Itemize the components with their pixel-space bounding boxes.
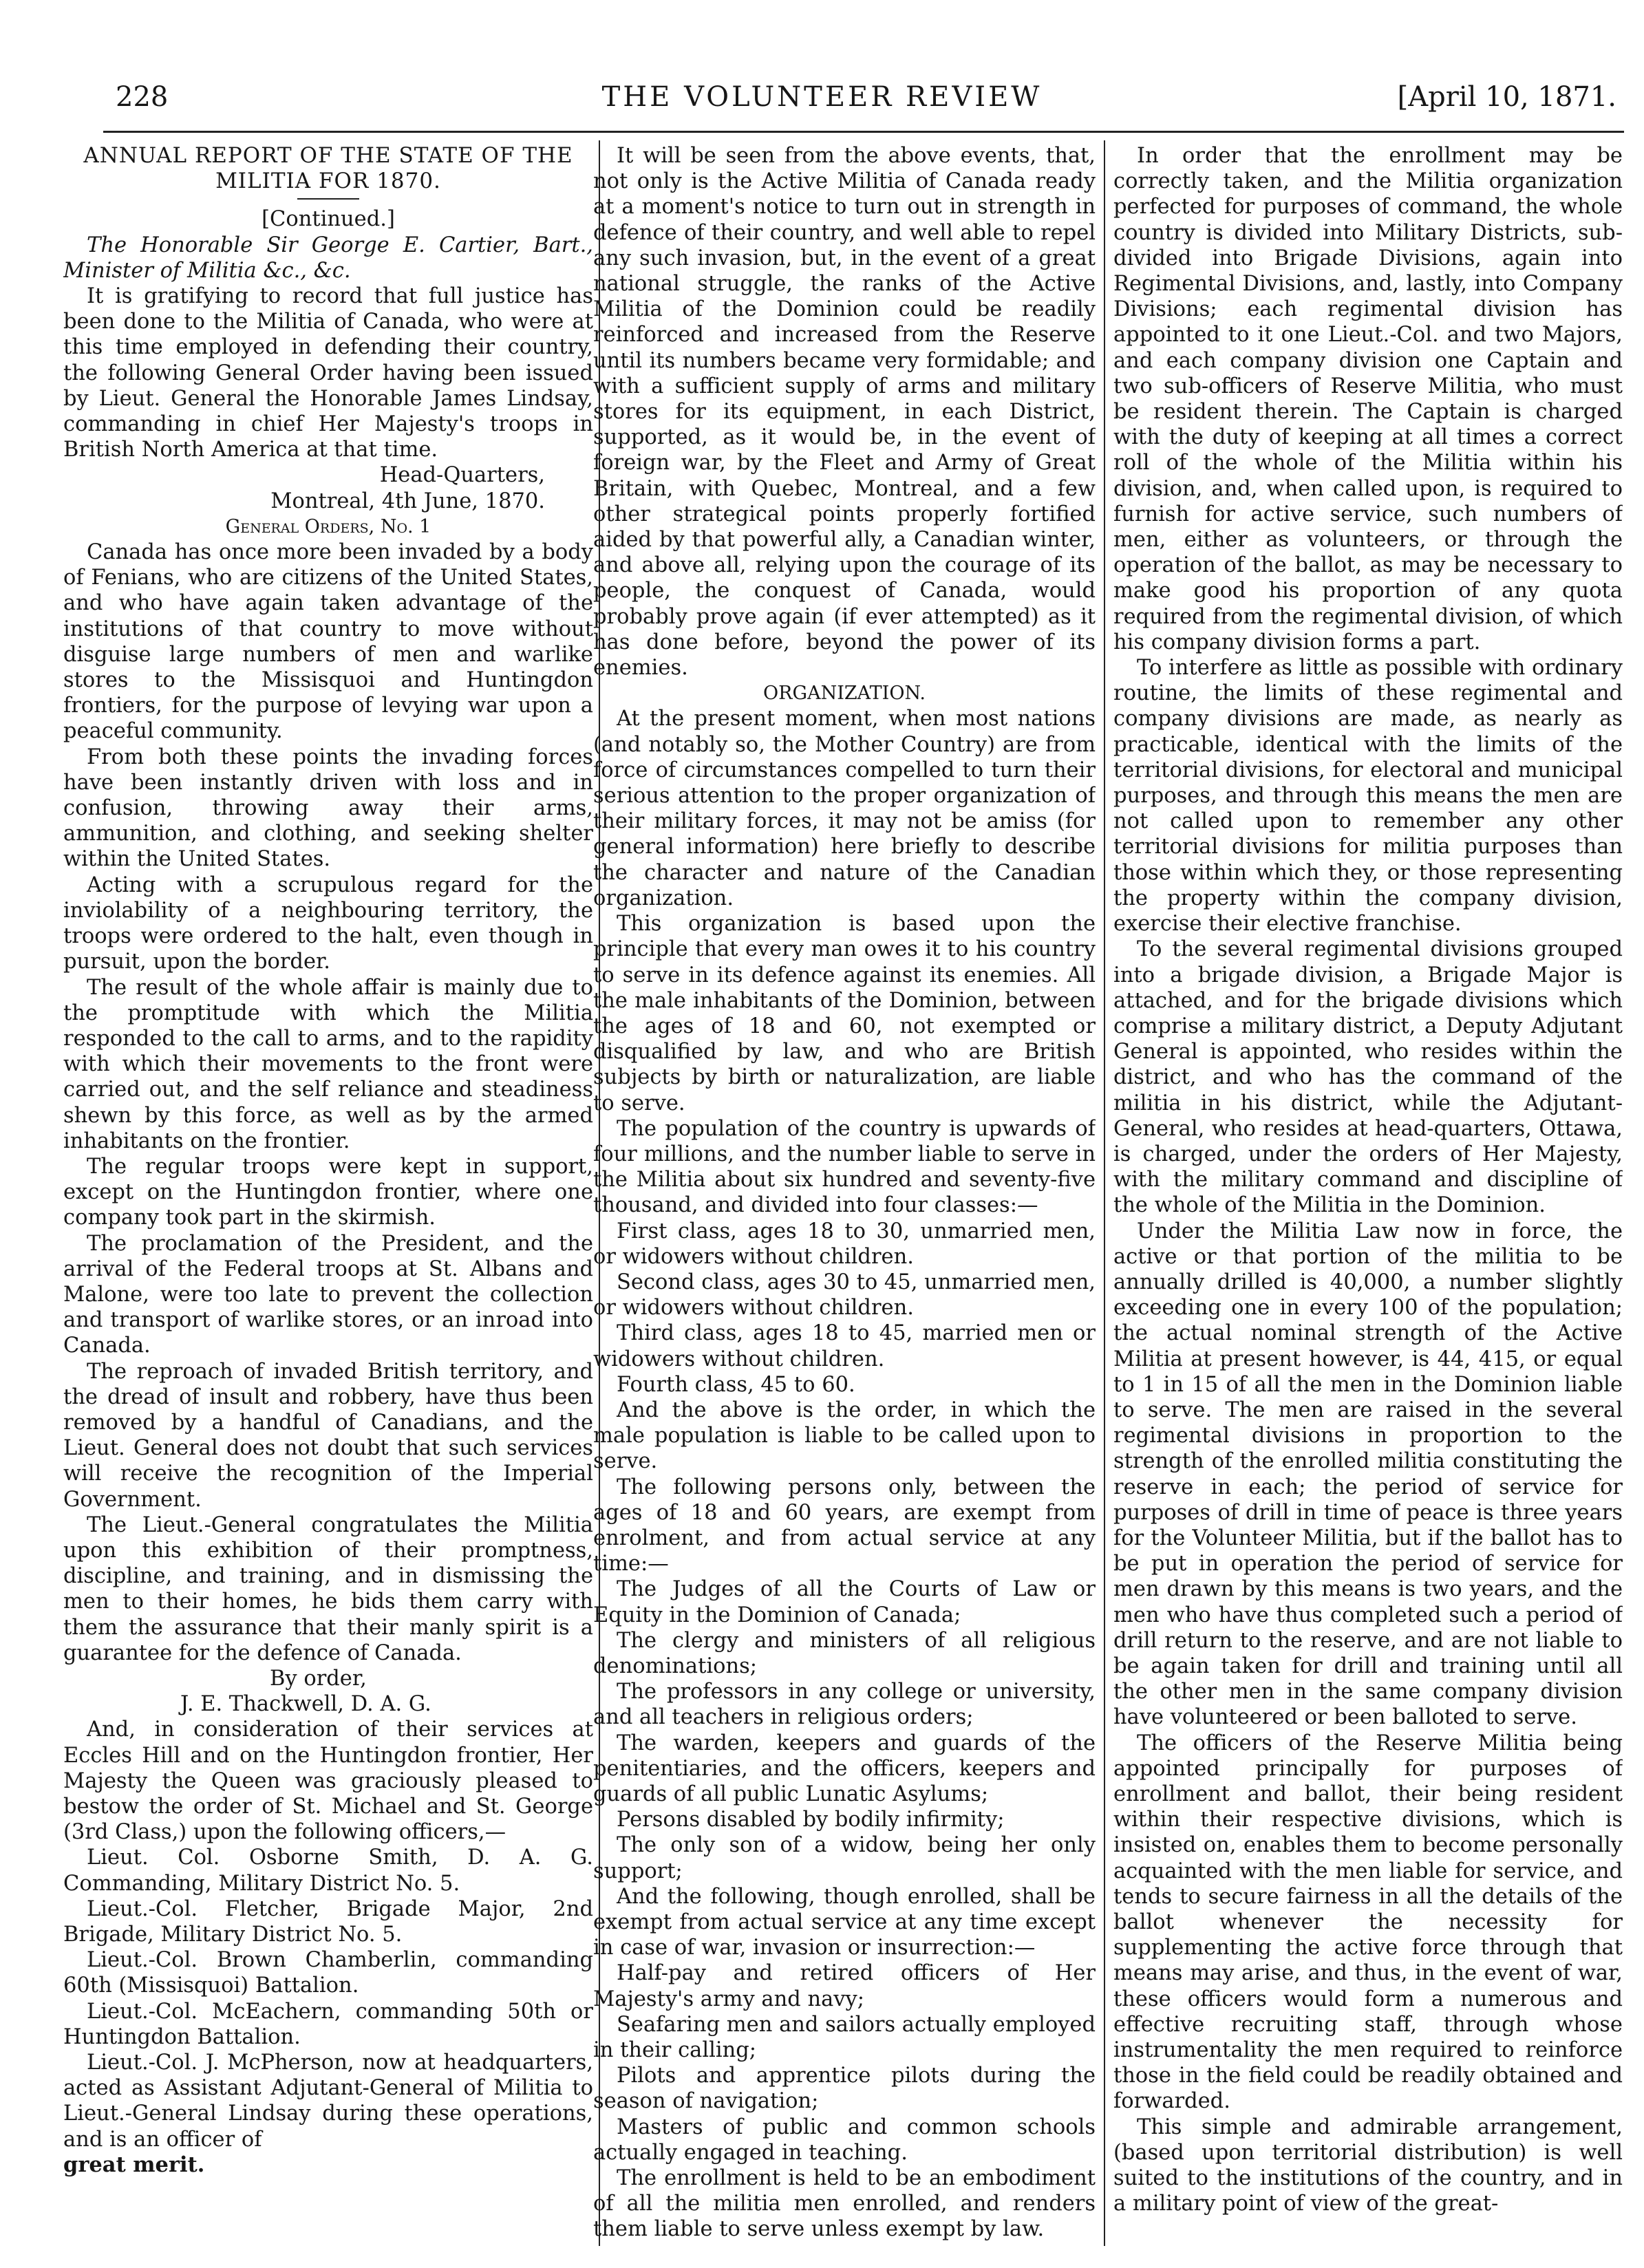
headquarters-line: Head-Quarters, bbox=[379, 463, 545, 488]
exemption-entry: Persons disabled by bodily infirmity; bbox=[617, 1808, 1005, 1832]
class-entry: Fourth class, 45 to 60. bbox=[617, 1372, 855, 1397]
paragraph: The reproach of invaded British territory, and the dread of insult and robbery, have thus been removed by a handful of Canadians, and the Lieut. General does not doubt that such services will receive the recognition of the Imperial Government. bbox=[63, 1359, 593, 1512]
exemption-entry: The only son of a widow, being her only support; bbox=[593, 1833, 1096, 1883]
newspaper-title: THE VOLUNTEER REVIEW bbox=[601, 81, 1043, 113]
paragraph: The officers of the Reserve Militia being appointed principally for purposes of enrollment and ballot, their being resident within their respective divisions, which is insisted on, enables them to become personally acquainted with the men liable for service, and tends to secure fairness in all the details of the ballot whenever the necessity for supplementing the active force through that means may arise, and thus, in the event of war, these officers would form a numerous and effective recruiting staff, through whose instrumentality the men required to reinforce those in the field could be readily obtained and forwarded. bbox=[1113, 1731, 1623, 2114]
service-exemption-entry: Seafaring men and sailors actually employed in their calling; bbox=[593, 2012, 1096, 2063]
paragraph: It will be seen from the above events, that, not only is the Active Militia of Canada ready at a moment's notice to turn out in strength in defence of their country, and well able to repel any such invasion, but, in the event of a great national struggle, the ranks of the Active Militia of the Dominion could be readily reinforced and increased from the Reserve until its numbers became very formidable; and with a sufficient supply of arms and military stores for its equipment, in each District, supported, as it would be, in the event of foreign war, by the Fleet and Army of Great Britain, with Quebec, Montreal, and a few other strategical points properly fortified aided by that powerful ally, a Canadian winter, and above all, relying upon the courage of its people, the conquest of Canada, would probably prove again (if ever attempted) as it has done before, beyond the power of its enemies. bbox=[593, 144, 1096, 681]
officer-entry: Lieut.-Col. Fletcher, Brigade Major, 2nd Brigade, Military District No. 5. bbox=[63, 1896, 593, 1947]
paragraph: At the present moment, when most nations (and notably so, the Mother Country) are from force of circumstances compelled to turn their serious attention to the proper organization of their military forces, it may not be amiss (for general information) here briefly to describe the character and nature of the Canadian organization. bbox=[593, 707, 1096, 910]
heading-divider bbox=[297, 198, 359, 200]
paragraph: The regular troops were kept in support, except on the Huntingdon frontier, where one company took part in the skirmish. bbox=[63, 1154, 593, 1230]
paragraph: The result of the whole affair is mainly due to the promptitude with which the Militia responded to the call to arms, and to the rapidity with which their movements to the front were carried out, and the self reliance and steadiness shewn by this force, as well as by the armed inhabitants on the frontier. bbox=[63, 975, 593, 1153]
paragraph: Acting with a scrupulous regard for the inviolability of a neighbouring territory, the troops were ordered to the halt, even though in pursuit, upon the border. bbox=[63, 873, 593, 974]
paragraph: From both these points the invading forces have been instantly driven with loss and in confusion, throwing away their arms, ammunition, and clothing, and seeking shelter within the United States. bbox=[63, 745, 593, 872]
officer-entry: Lieut.-Col. Brown Chamberlin, commanding 60th (Missisquoi) Battalion. bbox=[63, 1948, 593, 1998]
article-heading: ANNUAL REPORT OF THE STATE OF THE MILITIA FOR 1870. bbox=[83, 143, 573, 194]
paragraph: The population of the country is upwards of four millions, and the number liable to serve in the Militia about six hundred and seventy-five thousand, and divided into four classes:— bbox=[593, 1116, 1096, 1218]
paragraph: And, in consideration of their services at Eccles Hill and on the Huntingdon frontier, Her Majesty the Queen was graciously pleased to bestow the order of St. Michael and St. George (3rd Class,) upon the following officers,— bbox=[63, 1718, 593, 1845]
exemption-entry: The clergy and ministers of all religious denominations; bbox=[593, 1628, 1096, 1678]
column-2 bbox=[593, 143, 1096, 2249]
paragraph: The enrollment is held to be an embodiment of all the militia men enrolled, and renders them liable to serve unless exempt by law. bbox=[593, 2166, 1096, 2242]
paragraph: Lieut.-Col. J. McPherson, now at headquarters, acted as Assistant Adjutant-General of Militia to Lieut.-General Lindsay during these operations, and is an officer of bbox=[63, 2051, 593, 2152]
paragraph: The following persons only, between the ages of 18 and 60 years, are exempt from enrolment, and from actual service at any time:— bbox=[593, 1475, 1096, 1576]
paragraph: Canada has once more been invaded by a body of Fenians, who are citizens of the United States, and who have again taken advantage of the institutions of that country to move without disguise large numbers of men and warlike stores to the Missisquoi and Huntingdon frontiers, for the purpose of levying war upon a peaceful community. bbox=[63, 540, 593, 744]
class-entry: Third class, ages 18 to 45, married men or widowers without children. bbox=[593, 1321, 1096, 1371]
exemption-entry: The Judges of all the Courts of Law or Equity in the Dominion of Canada; bbox=[593, 1577, 1096, 1627]
headquarters-date: Montreal, 4th June, 1870. bbox=[270, 489, 545, 513]
service-exemption-entry: Half-pay and retired officers of Her Majesty's army and navy; bbox=[593, 1961, 1096, 2011]
column-rule-2 bbox=[1104, 140, 1105, 2246]
officer-entry: Lieut. Col. Osborne Smith, D. A. G. Commanding, Military District No. 5. bbox=[63, 1846, 593, 1896]
column-1 bbox=[63, 143, 593, 2249]
paragraph: To interfere as little as possible with ordinary routine, the limits of these regimental and company divisions are made, as nearly as practicable, identical with the limits of the territorial divisions, for electoral and municipal purposes, and through this means the men are not called upon to remember any other territorial divisions for militia purposes than those within which they, or those representing the property within the company division, exercise their elective franchise. bbox=[1113, 656, 1623, 937]
header-rule bbox=[103, 131, 1624, 133]
by-order: By order, bbox=[270, 1666, 367, 1691]
addressee: The Honorable Sir George E. Cartier, Bart., Minister of Militia &c., &c. bbox=[63, 233, 593, 283]
exemption-entry: The warden, keepers and guards of the penitentiaries, and the officers, keepers and guards of all public Lunatic Asylums; bbox=[593, 1731, 1096, 1806]
page-number: 228 bbox=[116, 81, 169, 113]
general-orders-heading: General Orders, No. 1 bbox=[225, 515, 431, 537]
continued-note: [Continued.] bbox=[261, 207, 395, 232]
paragraph: This organization is based upon the principle that every man owes it to his country to serve in its defence against its enemies. All the male inhabitants of the Dominion, between the ages of 18 and 60, not exempted or disqualified by law, and who are British subjects by birth or naturalization, are liable to serve. bbox=[593, 912, 1096, 1115]
paragraph: This simple and admirable arrangement, (based upon territorial distribution) is well suited to the institutions of the country, and in a military point of view of the great- bbox=[1113, 2115, 1623, 2216]
paragraph: Under the Militia Law now in force, the active or that portion of the militia to be annually drilled is 40,000, a number slightly exceeding one in every 100 of the population; the actual nominal strength of the Active Militia at present however, is 44, 415, or equal to 1 in 15 of all the men in the Dominion liable to serve. The men are raised in the several regimental divisions in proportion to the strength of the enrolled militia constituting the reserve in each; the period of service for purposes of drill in time of peace is three years for the Volunteer Militia, but if the ballot has to be put in operation the period of service for men drawn by this means is two years, and the men who have thus completed such a period of drill return to the reserve, and are not liable to be again taken for drill and training until all the other men in the same company division have volunteered or been balloted to serve. bbox=[1113, 1219, 1623, 1730]
paragraph: To the several regimental divisions grouped into a brigade division, a Brigade Major is attached, and for the brigade divisions which comprise a military district, a Deputy Adjutant General is appointed, who resides within the district, and who has the command of the militia in his district, while the Adjutant-General, who resides at head-quarters, Ottawa, is charged, under the orders of Her Majesty, with the military command and discipline of the whole of the Militia in the Dominion. bbox=[1113, 937, 1623, 1218]
class-entry: First class, ages 18 to 30, unmarried men, or widowers without children. bbox=[593, 1219, 1096, 1269]
paragraph: It is gratifying to record that full justice has been done to the Militia of Canada, who were at this time employed in defending their country, the following General Order having been issued by Lieut. General the Honorable James Lindsay, commanding in chief Her Majesty's troops in British North America at that time. bbox=[63, 284, 593, 462]
officer-entry: Lieut.-Col. McEachern, commanding 50th or Huntingdon Battalion. bbox=[63, 1999, 593, 2049]
masthead bbox=[0, 81, 1644, 125]
paragraph: The proclamation of the President, and the arrival of the Federal troops at St. Albans and Malone, were too late to prevent the collection and transport of warlike stores, or an inroad into Canada. bbox=[63, 1231, 593, 1358]
section-heading-organization: ORGANIZATION. bbox=[763, 683, 926, 705]
signature: J. E. Thackwell, D. A. G. bbox=[180, 1692, 431, 1717]
issue-date: [April 10, 1871. bbox=[1397, 81, 1616, 113]
paragraph: In order that the enrollment may be correctly taken, and the Militia organization perfected for purposes of command, the whole country is divided into Military Districts, sub-divided into Brigade Divisions, again into Regimental Divisions, and, lastly, into Company Divisions; each regimental division has appointed to it one Lieut.-Col. and two Majors, and each company division one Captain and two sub-officers of Reserve Militia, who must be resident therein. The Captain is charged with the duty of keeping at all times a correct roll of the whole of the Militia within his division, and, when called upon, is required to furnish for active service, such numbers of men, either as volunteers, or through the operation of the ballot, as may be necessary to make good his proportion of any quota required from the regimental division, of which his company division forms a part. bbox=[1113, 144, 1623, 654]
paragraph: And the following, though enrolled, shall be exempt from actual service at any time except in case of war, invasion or insurrection:— bbox=[593, 1884, 1096, 1960]
service-exemption-entry: Masters of public and common schools actually engaged in teaching. bbox=[593, 2115, 1096, 2165]
class-entry: Second class, ages 30 to 45, unmarried men, or widowers without children. bbox=[593, 1270, 1096, 1320]
exemption-entry: The professors in any college or university, and all teachers in religious orders; bbox=[593, 1680, 1096, 1730]
paragraph: And the above is the order, in which the male population is liable to be called upon to serve. bbox=[593, 1398, 1096, 1474]
service-exemption-entry: Pilots and apprentice pilots during the season of navigation; bbox=[593, 2064, 1096, 2114]
paragraph-end: great merit. bbox=[63, 2152, 205, 2177]
paragraph: The Lieut.-General congratulates the Militia upon this exhibition of their promptness, discipline, and training, and in dismissing the men to their homes, he bids them carry with them the assurance that their manly spirit is a guarantee for the defence of Canada. bbox=[63, 1512, 593, 1665]
column-3 bbox=[1113, 143, 1623, 2249]
